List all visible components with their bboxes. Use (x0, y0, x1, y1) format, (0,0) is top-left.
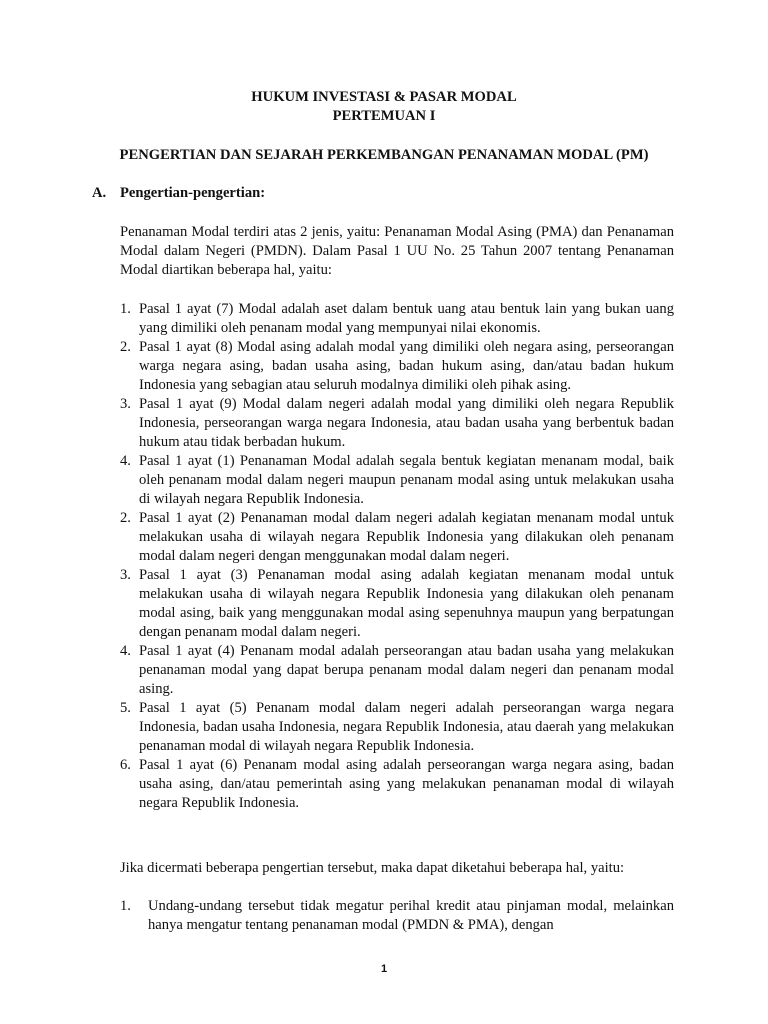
section-heading-text: Pengertian-pengertian: (120, 185, 266, 201)
list-item-text: Pasal 1 ayat (5) Penanam modal dalam negeri adalah perseorangan warga negara Indonesia, badan usaha Indonesia, negara Republik Indonesia, atau daerah yang melakukan penanaman modal di wilayah negara Republik Indonesia. (139, 700, 674, 754)
section-heading (92, 184, 265, 203)
list-item-number: 2. (120, 339, 131, 355)
list-item-text: Pasal 1 ayat (7) Modal adalah aset dalam bentuk uang atau bentuk lain yang bukan uang yang dimiliki oleh penanam modal yang mempunyai nilai ekonomis. (139, 301, 674, 336)
list-item (120, 642, 674, 699)
list-item (120, 756, 674, 813)
followup-paragraph: Jika dicermati beberapa pengertian tersebut, maka dapat diketahui beberapa hal, yaitu: (120, 860, 625, 876)
list-item (120, 338, 674, 395)
list-item-text: Pasal 1 ayat (6) Penanam modal asing adalah perseorangan warga negara asing, badan usaha asing, dan/atau pemerintah asing yang melakukan penanaman modal di wilayah negara Republik Indonesia. (139, 757, 674, 811)
list-item-number: 3. (120, 567, 131, 583)
list-item (120, 300, 674, 338)
list-item (120, 566, 674, 642)
list-item (120, 897, 674, 935)
list-item-number: 5. (120, 700, 131, 716)
section-label: A. (92, 185, 107, 201)
list-item-text: Pasal 1 ayat (1) Penanaman Modal adalah segala bentuk kegiatan menanam modal, baik oleh penanam modal dalam negeri maupun penanam modal asing untuk melakukan usaha di wilayah negara Republik Indonesia. (139, 453, 674, 507)
list-item-number: 4. (120, 453, 131, 469)
list-item-text: Undang-undang tersebut tidak megatur perihal kredit atau pinjaman modal, melainkan hanya mengatur tentang penanaman modal (PMDN & PMA), dengan (148, 898, 674, 933)
list-item-number: 3. (120, 396, 131, 412)
meeting-label: PERTEMUAN I (332, 108, 436, 124)
intro-paragraph: Penanaman Modal terdiri atas 2 jenis, yaitu: Penanaman Modal Asing (PMA) dan Penanaman Modal dalam Negeri (PMDN). Dalam Pasal 1 UU No. 25 Tahun 2007 tentang Penanaman Modal diartikan beberapa hal, yaitu: (120, 224, 674, 278)
list-item-number: 1. (120, 898, 131, 914)
list-item (120, 699, 674, 756)
list-item-number: 4. (120, 643, 131, 659)
list-item-number: 2. (120, 510, 131, 526)
definitions-list (120, 300, 674, 813)
list-item-text: Pasal 1 ayat (3) Penanaman modal asing adalah kegiatan menanam modal untuk melakukan usaha di wilayah negara Republik Indonesia yang dilakukan oleh penanam modal asing, baik yang menggunakan modal asing sepenuhnya maupun yang berpatungan dengan penanam modal dalam negeri. (139, 567, 674, 640)
list-item (120, 509, 674, 566)
list-item-text: Pasal 1 ayat (4) Penanam modal adalah perseorangan atau badan usaha yang melakukan penanaman modal yang dapat berupa penanam modal dalam negeri dan penanam modal asing. (139, 643, 674, 697)
list-item-number: 1. (120, 301, 131, 317)
list-item-text: Pasal 1 ayat (9) Modal dalam negeri adalah modal yang dimiliki oleh negara Republik Indonesia, perseorangan warga negara Indonesia, atau badan usaha yang berbentuk badan hukum atau tidak berbadan hukum. (139, 396, 674, 450)
chapter-title: PENGERTIAN DAN SEJARAH PERKEMBANGAN PENANAMAN MODAL (PM) (119, 147, 649, 163)
observations-list (120, 897, 674, 935)
page-number: 1 (380, 963, 388, 975)
document-title: HUKUM INVESTASI & PASAR MODAL (251, 89, 517, 105)
list-item-number: 6. (120, 757, 131, 773)
list-item-text: Pasal 1 ayat (2) Penanaman modal dalam negeri adalah kegiatan menanam modal untuk melakukan usaha di wilayah negara Republik Indonesia yang dilakukan oleh penanam modal dalam negeri dengan menggunakan modal dalam negeri. (139, 510, 674, 564)
list-item (120, 395, 674, 452)
list-item-text: Pasal 1 ayat (8) Modal asing adalah modal yang dimiliki oleh negara asing, perseorangan warga negara asing, badan usaha asing, badan hukum asing, dan/atau badan hukum Indonesia yang sebagian atau seluruh modalnya dimiliki oleh pihak asing. (139, 339, 674, 393)
list-item (120, 452, 674, 509)
